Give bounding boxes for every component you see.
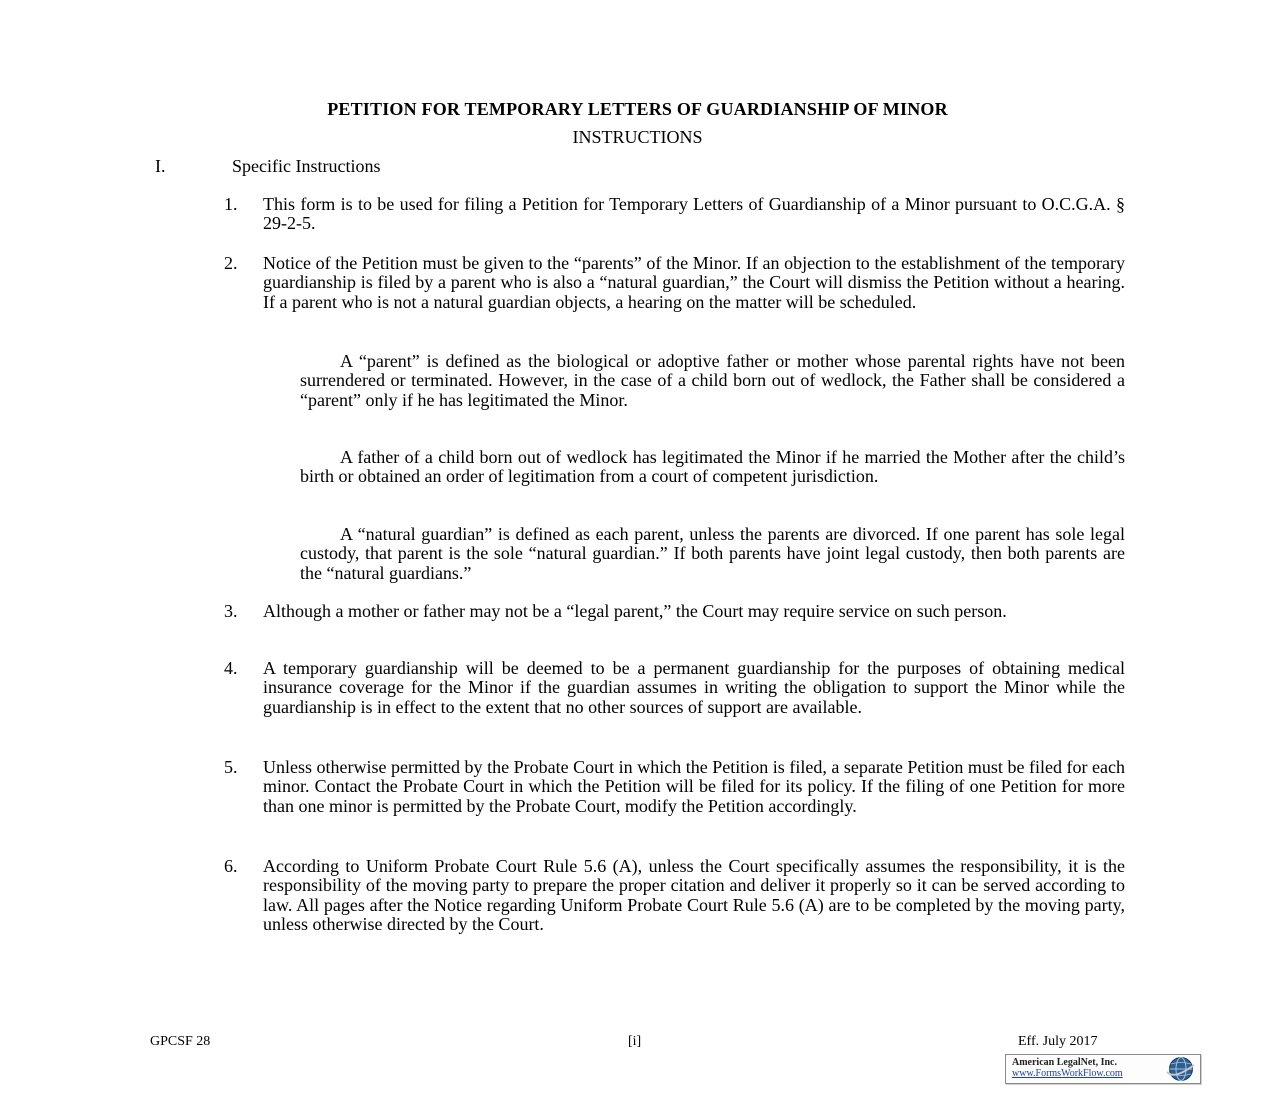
vendor-name: American LegalNet, Inc. xyxy=(1012,1057,1117,1068)
section-heading xyxy=(155,155,380,177)
instruction-item xyxy=(224,758,1125,816)
item-text: Although a mother or father may not be a “legal parent,” the Court may require service on such person. xyxy=(263,601,1007,621)
form-id: GPCSF 28 xyxy=(150,1034,211,1049)
page-subtitle: INSTRUCTIONS xyxy=(572,127,703,147)
item-text: According to Uniform Probate Court Rule 5.6 (A), unless the Court specifically assumes the responsibility, it is the responsibility of the moving party to prepare the proper citation and deliver it properly so it can be served according to law. All pages after the Notice regarding Uniform Probate Court Rule 5.6 (A) are to be completed by the moving party, unless otherwise directed by the Court. xyxy=(263,856,1125,934)
instruction-item xyxy=(224,857,1125,934)
subparagraph-natural-guardian: A “natural guardian” is defined as each parent, unless the parents are divorced. If one parent has sole legal custody, that parent is the sole “natural guardian.” If both parents have joint legal custody, then both parents are the “natural guardians.” xyxy=(300,524,1125,583)
vendor-badge[interactable] xyxy=(1005,1054,1201,1084)
section-title: Specific Instructions xyxy=(232,156,381,176)
effective-date: Eff. July 2017 xyxy=(1018,1034,1098,1049)
item-text: A temporary guardianship will be deemed to be a permanent guardianship for the purposes of obtaining medical insurance coverage for the Minor if the guardian assumes in writing the obligation to support the Minor while the guardianship is in effect to the extent that no other sources of support are available. xyxy=(263,658,1125,717)
subparagraph-legitimation: A father of a child born out of wedlock has legitimated the Minor if he married the Mother after the child’s birth or obtained an order of legitimation from a court of competent jurisdiction. xyxy=(300,447,1125,487)
section-number: I. xyxy=(155,156,166,176)
globe-icon xyxy=(1164,1056,1198,1082)
item-number: 2. xyxy=(224,253,238,273)
instruction-item xyxy=(224,195,1125,234)
item-text: Notice of the Petition must be given to the “parents” of the Minor. If an objection to the establishment of the temporary guardianship is filed by a parent who is also a “natural guardian,” the Court will dismiss the Petition without a hearing. If a parent who is not a natural guardian objects, a hearing on the matter will be scheduled. xyxy=(263,253,1125,312)
item-number: 4. xyxy=(224,658,238,678)
item-number: 3. xyxy=(224,601,238,621)
item-text: Unless otherwise permitted by the Probate Court in which the Petition is filed, a separate Petition must be filed for each minor. Contact the Probate Court in which the Petition will be filed for its policy. If the filing of one Petition for more than one minor is permitted by the Probate Court, modify the Petition accordingly. xyxy=(263,757,1125,816)
instruction-item xyxy=(224,659,1125,717)
vendor-link[interactable]: www.FormsWorkFlow.com xyxy=(1012,1068,1123,1079)
item-number: 6. xyxy=(224,856,238,876)
page-number: [i] xyxy=(628,1034,642,1049)
item-text: This form is to be used for filing a Petition for Temporary Letters of Guardianship of a Minor pursuant to O.C.G.A. § 29-2-5. xyxy=(263,194,1125,234)
item-number: 1. xyxy=(224,194,238,214)
item-number: 5. xyxy=(224,757,238,777)
instruction-item xyxy=(224,602,1125,621)
instruction-item xyxy=(224,254,1125,312)
page-title: PETITION FOR TEMPORARY LETTERS OF GUARDIANSHIP OF MINOR xyxy=(327,99,948,119)
subparagraph-parent-definition: A “parent” is defined as the biological or adoptive father or mother whose parental rights have not been surrendered or terminated. However, in the case of a child born out of wedlock, the Father shall be considered a “parent” only if he has legitimated the Minor. xyxy=(300,351,1125,410)
